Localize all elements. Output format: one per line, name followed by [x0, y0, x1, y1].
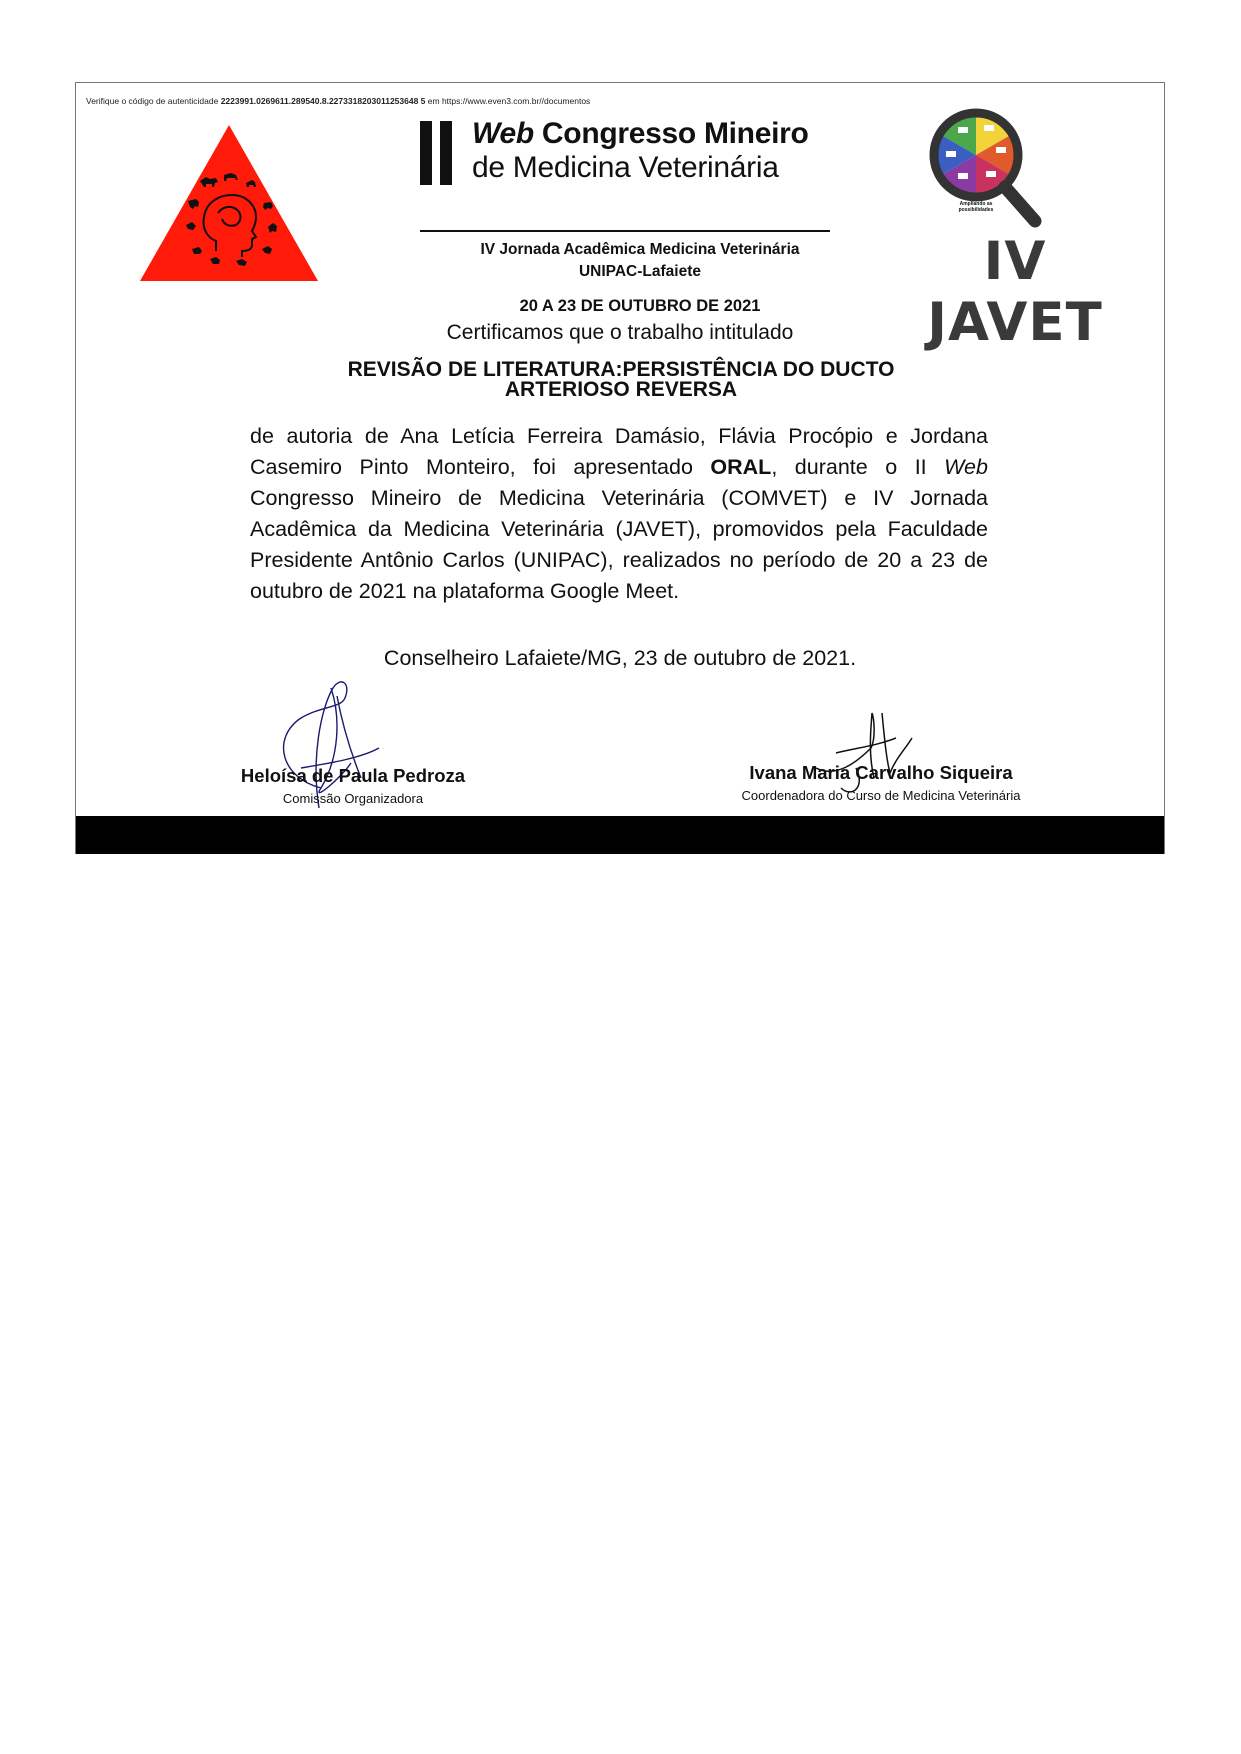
congress-logo-line1: Congresso Mineiro: [533, 117, 809, 150]
body-authors: de autoria de Ana Letícia Ferreira Damásio, Flávia Procópio e Jordana Casemiro Pinto Monteiro, foi apresentado: [250, 424, 988, 479]
signer-role-left: Comissão Organizadora: [282, 791, 424, 806]
jornada-title: IV Jornada Acadêmica Medicina Veterinária: [480, 241, 800, 258]
triangle-logo: [138, 123, 320, 283]
body-presentation-type: ORAL: [710, 455, 772, 479]
javet-wordmark: IV JAVET: [927, 231, 1103, 353]
place-date: Conselheiro Lafaiete/MG, 23 de outubro de 2021.: [383, 646, 857, 670]
congress-logo-title: [472, 117, 809, 151]
javet-logo: [899, 103, 1131, 353]
signature-block-left: [233, 765, 473, 806]
magnifier-icon: [899, 103, 1131, 233]
signer-name-left: Heloísa de Paula Pedroza: [240, 765, 466, 786]
certificate: [75, 82, 1165, 854]
congress-logo-line2: de Medicina Veterinária: [472, 151, 779, 184]
authenticity-notice: [86, 96, 590, 106]
body-text: , durante o II: [771, 455, 945, 479]
signer-role-right: Coordenadora do Curso de Medicina Veterinária: [741, 788, 1021, 803]
work-title-line1: REVISÃO DE LITERATURA:PERSISTÊNCIA DO DUCTO: [347, 358, 895, 381]
certificate-intro: Certificamos que o trabalho intitulado: [446, 321, 794, 344]
verify-url: em https://www.even3.com.br//documentos: [427, 96, 591, 106]
footer-bar: [76, 816, 1164, 854]
header-rule: [420, 230, 830, 232]
verify-prefix: Verifique o código de autenticidade: [86, 96, 219, 106]
work-title-line2: ARTERIOSO REVERSA: [504, 378, 738, 401]
signer-name-right: Ivana Maria Carvalho Siqueira: [749, 762, 1013, 783]
verify-code: 2223991.0269611.289540.8.2273318203011253648 5: [220, 96, 426, 106]
javet-tagline: Ampliando as possibilidades: [958, 201, 994, 213]
unipac-label: UNIPAC-Lafaiete: [578, 263, 701, 280]
work-title: [291, 360, 951, 400]
signature-block-right: [731, 762, 1031, 803]
roman-numeral-bar: [440, 121, 452, 185]
body-web: Web: [944, 455, 988, 479]
event-dates: 20 A 23 DE OUTUBRO DE 2021: [519, 297, 761, 315]
body-event-details: Congresso Mineiro de Medicina Veterinária (COMVET) e IV Jornada Acadêmica da Medicina Veterinária (JAVET), promovidos pela Faculdade Presidente Antônio Carlos (UNIPAC), realizados no período de 20 a 23 de outubro de 2021 na plataforma Google Meet.: [250, 486, 988, 603]
certificate-body: [250, 421, 988, 607]
roman-numeral-bar: [420, 121, 432, 185]
congress-logo-web: Web: [472, 117, 534, 150]
